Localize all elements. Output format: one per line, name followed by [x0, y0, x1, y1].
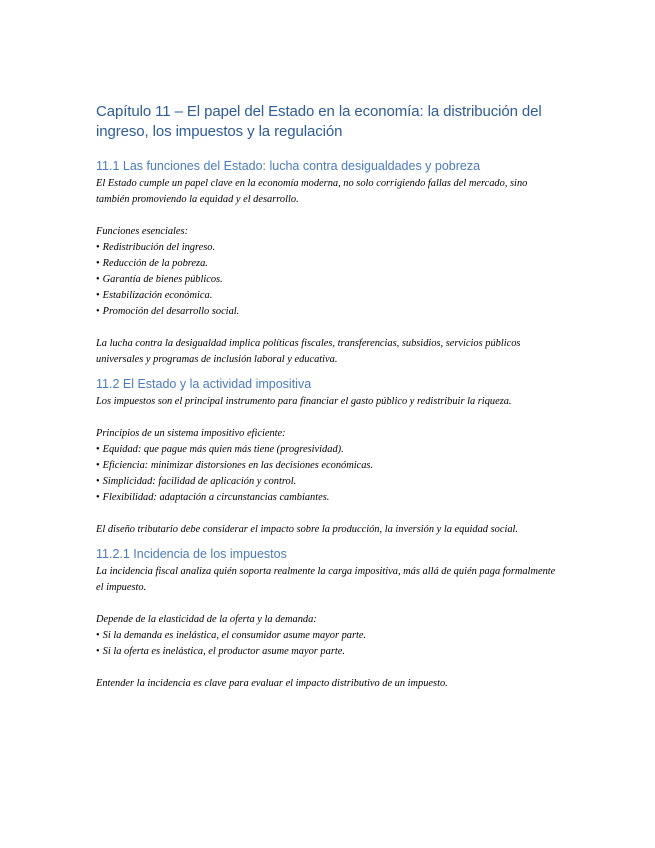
bullet-icon: •: [96, 242, 100, 253]
list-heading: Depende de la elasticidad de la oferta y la demanda:: [96, 614, 317, 625]
section-11-2-1: [96, 546, 558, 692]
section-11-2: [96, 376, 558, 538]
list-item: • Simplicidad: facilidad de aplicación y control.: [96, 476, 297, 487]
document-page: [96, 102, 558, 692]
section-closing: Entender la incidencia es clave para evaluar el impacto distributivo de un impuesto.: [96, 678, 448, 689]
list-item: • Garantía de bienes públicos.: [96, 274, 223, 285]
bullet-icon: •: [96, 306, 100, 317]
chapter-title: Capítulo 11 – El papel del Estado en la economía: la distribución del ingreso, los impuestos y la regulación: [96, 103, 542, 140]
bullet-icon: •: [96, 290, 100, 301]
list-item: • Redistribución del ingreso.: [96, 242, 216, 253]
bullet-list: [96, 442, 558, 506]
list-item: • Reducción de la pobreza.: [96, 258, 208, 269]
list-item: • Si la oferta es inelástica, el productor asume mayor parte.: [96, 646, 345, 657]
bullet-icon: •: [96, 274, 100, 285]
bullet-icon: •: [96, 646, 100, 657]
list-item: • Si la demanda es inelástica, el consumidor asume mayor parte.: [96, 630, 367, 641]
section-intro: El Estado cumple un papel clave en la economía moderna, no solo corrigiendo fallas del mercado, sino también promoviendo la equidad y el desarrollo.: [96, 178, 528, 205]
bullet-icon: •: [96, 460, 100, 471]
list-item: • Equidad: que pague más quien más tiene (progresividad).: [96, 444, 344, 455]
section-title: 11.1 Las funciones del Estado: lucha contra desigualdades y pobreza: [96, 159, 481, 173]
bullet-icon: •: [96, 630, 100, 641]
section-intro: La incidencia fiscal analiza quién soporta realmente la carga impositiva, más allá de quién paga formalmente el impuesto.: [96, 566, 556, 593]
list-item: • Eficiencia: minimizar distorsiones en las decisiones económicas.: [96, 460, 374, 471]
list-item: • Promoción del desarrollo social.: [96, 306, 240, 317]
section-closing: El diseño tributario debe considerar el impacto sobre la producción, la inversión y la equidad social.: [96, 524, 519, 535]
bullet-icon: •: [96, 258, 100, 269]
list-heading: Principios de un sistema impositivo eficiente:: [96, 428, 286, 439]
section-title: 11.2 El Estado y la actividad impositiva: [96, 377, 312, 391]
bullet-list: [96, 628, 558, 660]
section-intro: Los impuestos son el principal instrumento para financiar el gasto público y redistribuir la riqueza.: [96, 396, 512, 407]
bullet-icon: •: [96, 444, 100, 455]
bullet-icon: •: [96, 492, 100, 503]
list-item: • Estabilización económica.: [96, 290, 213, 301]
list-heading: Funciones esenciales:: [96, 226, 189, 237]
list-item: • Flexibilidad: adaptación a circunstancias cambiantes.: [96, 492, 330, 503]
section-11-1: [96, 158, 558, 368]
bullet-icon: •: [96, 476, 100, 487]
bullet-list: [96, 240, 558, 320]
section-title: 11.2.1 Incidencia de los impuestos: [96, 547, 287, 561]
section-closing: La lucha contra la desigualdad implica políticas fiscales, transferencias, subsidios, servicios públicos universales y programas de inclusión laboral y educativa.: [96, 338, 521, 365]
